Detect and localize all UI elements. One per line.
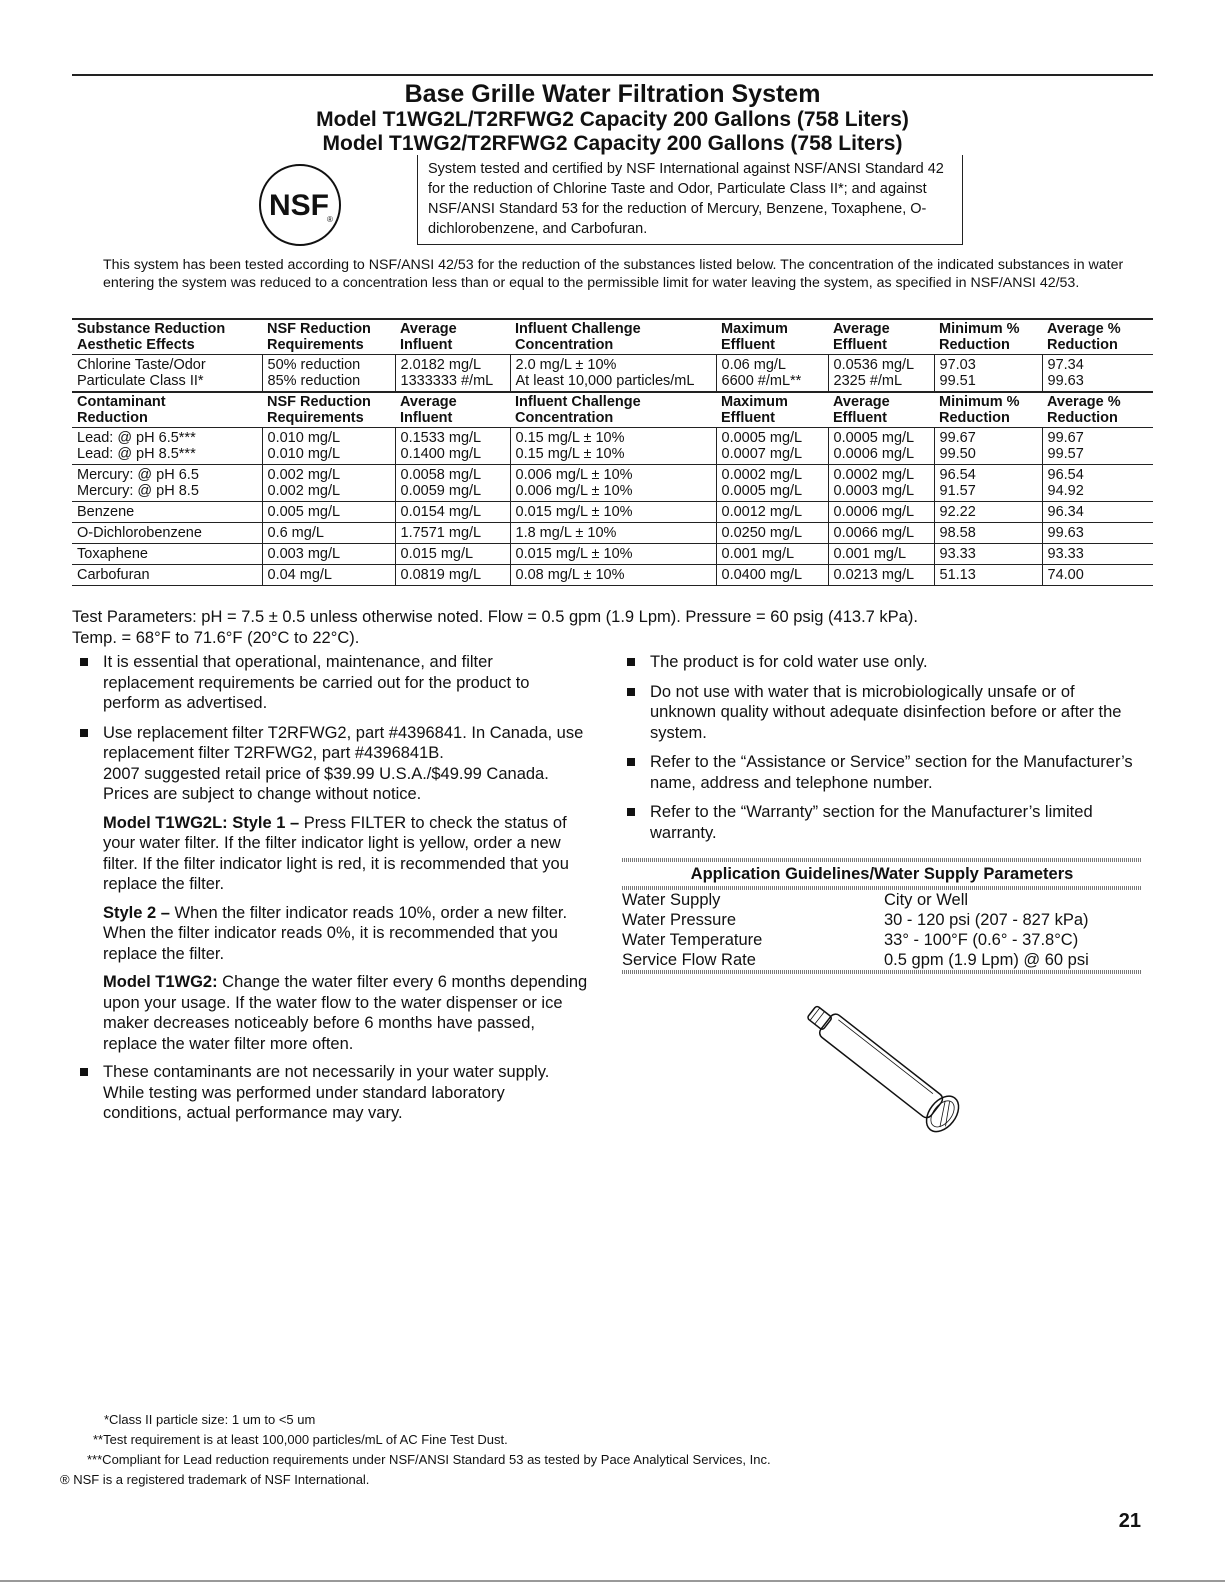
- table-cell: 99.63: [1042, 523, 1153, 544]
- test-parameters: [72, 607, 1153, 649]
- table-row: [72, 428, 1153, 465]
- table-header-aesthetic: [72, 319, 1153, 355]
- table-cell: 1.8 mg/L ± 10%: [510, 523, 716, 544]
- test-temp-line: Temp. = 68°F to 71.6°F (20°C to 22°C).: [72, 629, 360, 647]
- bullet-square-icon: [627, 688, 635, 696]
- guideline-row: Water Pressure 30 - 120 psi (207 - 827 kPa): [622, 911, 1089, 929]
- guideline-row: Service Flow Rate 0.5 gpm (1.9 Lpm) @ 60 psi: [622, 951, 1089, 969]
- table-cell: 98.58: [934, 523, 1042, 544]
- list-item: Refer to the “Assistance or Service” section for the Manufacturer’s name, address and telephone number.: [625, 752, 1145, 793]
- table-cell: 0.6 mg/L: [262, 523, 395, 544]
- bullet-square-icon: [627, 808, 635, 816]
- table-cell: 0.001 mg/L: [828, 544, 934, 565]
- table-cell: 0.0536 mg/L 2325 #/mL: [828, 355, 934, 393]
- table-cell: Mercury: @ pH 6.5 Mercury: @ pH 8.5: [72, 465, 262, 502]
- table-cell: Lead: @ pH 6.5*** Lead: @ pH 8.5***: [72, 428, 262, 465]
- table-cell: 93.33: [1042, 544, 1153, 565]
- table-cell: 97.03 99.51: [934, 355, 1042, 393]
- table-cell: 2.0182 mg/L 1333333 #/mL: [395, 355, 510, 393]
- table-cell: 2.0 mg/L ± 10% At least 10,000 particles/mL: [510, 355, 716, 393]
- application-guidelines: [622, 858, 1142, 974]
- table-row: [72, 544, 1153, 565]
- table-cell: 0.0005 mg/L 0.0007 mg/L: [716, 428, 828, 465]
- table-cell: 0.0005 mg/L 0.0006 mg/L: [828, 428, 934, 465]
- table-cell: 0.04 mg/L: [262, 565, 395, 586]
- table-cell: 1.7571 mg/L: [395, 523, 510, 544]
- table-cell: 99.67 99.57: [1042, 428, 1153, 465]
- column-header: Average Influent: [395, 392, 510, 428]
- column-header: Maximum Effluent: [716, 392, 828, 428]
- table-cell: 0.15 mg/L ± 10% 0.15 mg/L ± 10%: [510, 428, 716, 465]
- list-item: Use replacement filter T2RFWG2, part #4396841. In Canada, use replacement filter T2RFWG2, part #4396841B.: [78, 723, 588, 764]
- price-note: 2007 suggested retail price of $39.99 U.S.A./$49.99 Canada. Prices are subject to change without notice.: [103, 764, 549, 803]
- svg-text:®: ®: [327, 215, 333, 224]
- table-cell: 74.00: [1042, 565, 1153, 586]
- column-header: Average Effluent: [828, 319, 934, 355]
- top-rule: [72, 74, 1153, 76]
- column-header: Maximum Effluent: [716, 319, 828, 355]
- intro-paragraph: This system has been tested according to NSF/ANSI 42/53 for the reduction of the substances listed below. The concentration of the indicated substances in water entering the system was reduced to a concentration less than or equal to the permissible limit for water leaving the system, as specified in NSF/ANSI 42/53.: [103, 257, 1124, 291]
- table-cell: 0.015 mg/L: [395, 544, 510, 565]
- footnote: ® NSF is a registered trademark of NSF International.: [60, 1472, 370, 1487]
- table-cell: 0.08 mg/L ± 10%: [510, 565, 716, 586]
- column-header: Average % Reduction: [1042, 392, 1153, 428]
- water-filter-illustration: [788, 995, 988, 1145]
- table-cell: 50% reduction 85% reduction: [262, 355, 395, 393]
- table-row: [72, 565, 1153, 586]
- table-cell: 0.006 mg/L ± 10% 0.006 mg/L ± 10%: [510, 465, 716, 502]
- table-cell: 93.33: [934, 544, 1042, 565]
- left-column: [78, 652, 588, 1133]
- table-cell: 96.34: [1042, 502, 1153, 523]
- footnote: *Class II particle size: 1 um to <5 um: [104, 1412, 316, 1427]
- column-header: NSF Reduction Requirements: [262, 392, 395, 428]
- table-cell: 0.0213 mg/L: [828, 565, 934, 586]
- list-item: It is essential that operational, maintenance, and filter replacement requirements be carried out for the product to perform as advertised.: [78, 652, 588, 714]
- table-cell: 0.001 mg/L: [716, 544, 828, 565]
- table-cell: 0.0154 mg/L: [395, 502, 510, 523]
- table-cell: 97.34 99.63: [1042, 355, 1153, 393]
- list-item: The product is for cold water use only.: [625, 652, 1145, 673]
- table-cell: 0.0400 mg/L: [716, 565, 828, 586]
- column-header: Minimum % Reduction: [934, 392, 1042, 428]
- divider: [622, 970, 1142, 974]
- table-cell: 0.0819 mg/L: [395, 565, 510, 586]
- guideline-row: Water Supply City or Well: [622, 891, 969, 909]
- table-cell: 96.54 91.57: [934, 465, 1042, 502]
- table-cell: Benzene: [72, 502, 262, 523]
- table-cell: 51.13: [934, 565, 1042, 586]
- table-cell: 96.54 94.92: [1042, 465, 1153, 502]
- page-number: 21: [1118, 1510, 1141, 1532]
- bullet-square-icon: [80, 658, 88, 666]
- table-row: [72, 502, 1153, 523]
- table-cell: O-Dichlorobenzene: [72, 523, 262, 544]
- column-header: Average Effluent: [828, 392, 934, 428]
- table-cell: 0.015 mg/L ± 10%: [510, 544, 716, 565]
- bullet-square-icon: [627, 658, 635, 666]
- table-cell: 0.0002 mg/L 0.0003 mg/L: [828, 465, 934, 502]
- model2-instructions: Model T1WG2: Change the water filter every 6 months depending upon your usage. If the water flow to the water dispenser or ice maker decreases noticeably before 6 months have passed, replace the water filter more often.: [103, 973, 588, 1053]
- bottom-rule: [0, 1580, 1225, 1582]
- page-title: Base Grille Water Filtration System: [404, 80, 821, 108]
- column-header: Average % Reduction: [1042, 319, 1153, 355]
- column-header: Substance Reduction Aesthetic Effects: [72, 319, 262, 355]
- table-cell: 0.0006 mg/L: [828, 502, 934, 523]
- nsf-logo-icon: [255, 160, 345, 250]
- table-cell: 0.0250 mg/L: [716, 523, 828, 544]
- table-cell: 0.0066 mg/L: [828, 523, 934, 544]
- table-cell: 0.002 mg/L 0.002 mg/L: [262, 465, 395, 502]
- table-cell: 0.0012 mg/L: [716, 502, 828, 523]
- test-parameters-line: Test Parameters: pH = 7.5 ± 0.5 unless otherwise noted. Flow = 0.5 gpm (1.9 Lpm). Pressure = 60 psig (413.7 kPa).: [72, 608, 918, 626]
- list-item: Do not use with water that is microbiologically unsafe or of unknown quality without adequate disinfection before or after the system.: [625, 682, 1145, 744]
- style2-instructions: Style 2 – When the filter indicator reads 10%, order a new filter. When the filter indicator reads 0%, it is recommended that you replace the filter.: [103, 903, 568, 963]
- table-cell: 0.015 mg/L ± 10%: [510, 502, 716, 523]
- table-row: [72, 355, 1153, 393]
- table-row: [72, 465, 1153, 502]
- table-cell: 0.010 mg/L 0.010 mg/L: [262, 428, 395, 465]
- column-header: Minimum % Reduction: [934, 319, 1042, 355]
- footnotes: [60, 1410, 771, 1490]
- table-cell: 0.0002 mg/L 0.0005 mg/L: [716, 465, 828, 502]
- table-row: [72, 523, 1153, 544]
- right-column: [625, 652, 1145, 852]
- list-item: These contaminants are not necessarily in your water supply. While testing was performed under standard laboratory conditions, actual performance may vary.: [78, 1062, 588, 1124]
- table-cell: 92.22: [934, 502, 1042, 523]
- footnote: ***Compliant for Lead reduction requirements under NSF/ANSI Standard 53 as tested by Pace Analytical Services, Inc.: [87, 1452, 771, 1467]
- footnote: **Test requirement is at least 100,000 particles/mL of AC Fine Test Dust.: [93, 1432, 508, 1447]
- column-header: Contaminant Reduction: [72, 392, 262, 428]
- table-header-contaminant: [72, 392, 1153, 428]
- certification-box: System tested and certified by NSF International against NSF/ANSI Standard 42 for the reduction of Chlorine Taste and Odor, Particulate Class II*; and against NSF/ANSI Standard 53 for the reduction of Mercury, Benzene, Toxaphene, O-dichlorobenzene, and Carbofuran.: [417, 155, 963, 245]
- guideline-row: Water Temperature 33° - 100°F (0.6° - 37.8°C): [622, 931, 1079, 949]
- column-header: Influent Challenge Concentration: [510, 319, 716, 355]
- column-header: Average Influent: [395, 319, 510, 355]
- column-header: NSF Reduction Requirements: [262, 319, 395, 355]
- table-cell: Toxaphene: [72, 544, 262, 565]
- table-cell: 0.1533 mg/L 0.1400 mg/L: [395, 428, 510, 465]
- bullet-square-icon: [80, 1068, 88, 1076]
- table-cell: Carbofuran: [72, 565, 262, 586]
- bullet-square-icon: [80, 729, 88, 737]
- title-block: [0, 80, 1225, 156]
- column-header: Influent Challenge Concentration: [510, 392, 716, 428]
- table-cell: 0.06 mg/L 6600 #/mL**: [716, 355, 828, 393]
- list-item: Refer to the “Warranty” section for the Manufacturer’s limited warranty.: [625, 802, 1145, 843]
- nsf-logo-text: NSF: [269, 189, 329, 222]
- table-cell: 0.0058 mg/L 0.0059 mg/L: [395, 465, 510, 502]
- performance-table: [72, 318, 1153, 586]
- table-cell: 99.67 99.50: [934, 428, 1042, 465]
- table-cell: 0.005 mg/L: [262, 502, 395, 523]
- table-cell: 0.003 mg/L: [262, 544, 395, 565]
- bullet-square-icon: [627, 758, 635, 766]
- style1-instructions: Model T1WG2L: Style 1 – Press FILTER to check the status of your water filter. If the filter indicator light is yellow, order a new filter. If the filter indicator light is red, it is recommended that you replace the filter.: [103, 813, 569, 893]
- model-line-1: Model T1WG2L/T2RFWG2 Capacity 200 Gallons (758 Liters): [316, 108, 909, 131]
- table-cell: Chlorine Taste/Odor Particulate Class II*: [72, 355, 262, 393]
- application-guidelines-title: Application Guidelines/Water Supply Parameters: [690, 865, 1074, 883]
- model-line-2: Model T1WG2/T2RFWG2 Capacity 200 Gallons (758 Liters): [322, 132, 903, 155]
